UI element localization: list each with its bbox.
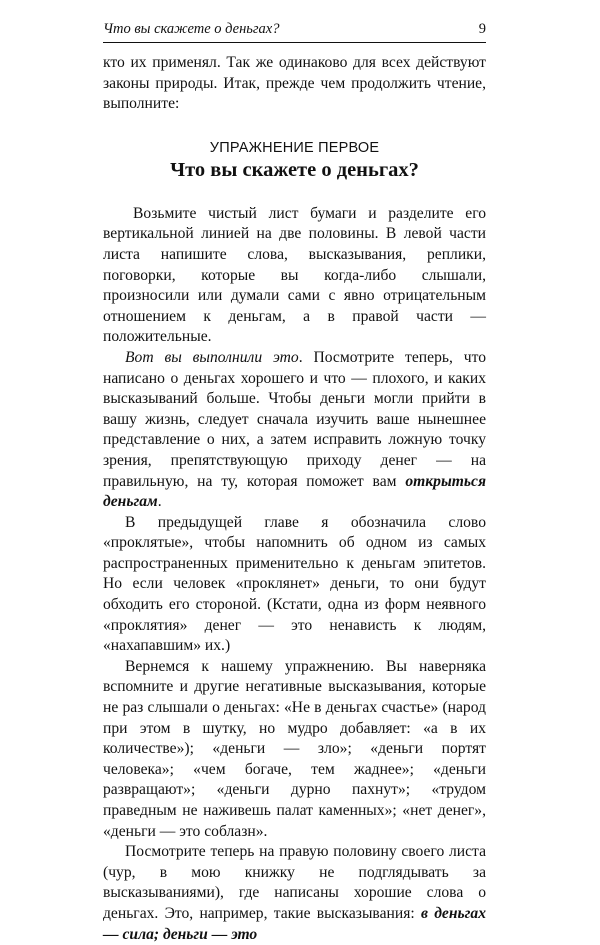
exercise-heading (103, 139, 486, 183)
paragraph-4: Вернемся к нашему упражнению. Вы наверняка вспомните и другие негативные высказывания, которые не раз слышали о деньгах: «Не в деньгах счастье» (народ при этом в шутку, но мудро добавляет: «а в их количестве»); «деньги — зло»; «деньги портят человека»; «чем богаче, тем жаднее»; «деньги развращают»; «деньги дурно пахнут»; «трудом праведным не наживешь палат каменных»; «нет денег», «деньги — это соблазн». (103, 657, 486, 840)
exercise-title: Что вы скажете о деньгах? (170, 158, 419, 181)
paragraph-2-end: . (157, 493, 162, 511)
paragraph-3: В предыдущей главе я обозначила слово «проклятые», чтобы напомнить об одном из самых распространенных применительно к деньгам эпитетов. Но если человек «проклянет» деньги, то они будут обходить его стороной. (Кстати, одна из форм неявного «проклятия» денег — это ненависть к людям, «нахапавшим» их.) (103, 513, 486, 655)
body-text (103, 53, 486, 945)
page-number: 9 (478, 21, 486, 37)
exercise-label: УПРАЖНЕНИЕ ПЕРВОЕ (209, 139, 380, 156)
intro-paragraph: кто их применял. Так же одинаково для всех действуют законы природы. Итак, прежде чем продолжить чтение, выполните: (103, 54, 486, 113)
bold-italic-phrase-2: в деньгах — сила; деньги — это (103, 904, 486, 943)
paragraph-1: Возьмите чистый лист бумаги и разделите его вертикальной линией на две половины. В левой части листа напишите слова, высказывания, реплики, поговорки, которые вы когда-либо слышали, произносили или думали сами с явно отрицательным отношением к деньгам, а в правой части — положительные. (103, 204, 486, 346)
paragraph-2 (103, 348, 486, 513)
running-header (103, 16, 486, 43)
italic-phrase: Вот вы выполнили это (125, 348, 299, 366)
paragraph-5 (103, 842, 486, 945)
bold-italic-phrase: открыться деньгам (103, 472, 486, 511)
running-title: Что вы скажете о деньгах? (103, 21, 280, 37)
paragraph-2-text: . Посмотрите теперь, что написано о деньгах хорошего и что — плохого, и каких высказываний больше. Чтобы деньги могли прийти в вашу жизнь, следует сначала изучить ваше нынешнее представление о них, а затем исправить ложную точку зрения, препятствующую приходу денег — на правильную, на ту, которая поможет вам (103, 348, 486, 490)
paragraph-5-text: Посмотрите теперь на правую половину своего листа (чур, в мою книжку не подглядывать за высказываниями), где написаны хорошие слова о деньгах. Это, например, такие высказывания: (103, 843, 486, 922)
